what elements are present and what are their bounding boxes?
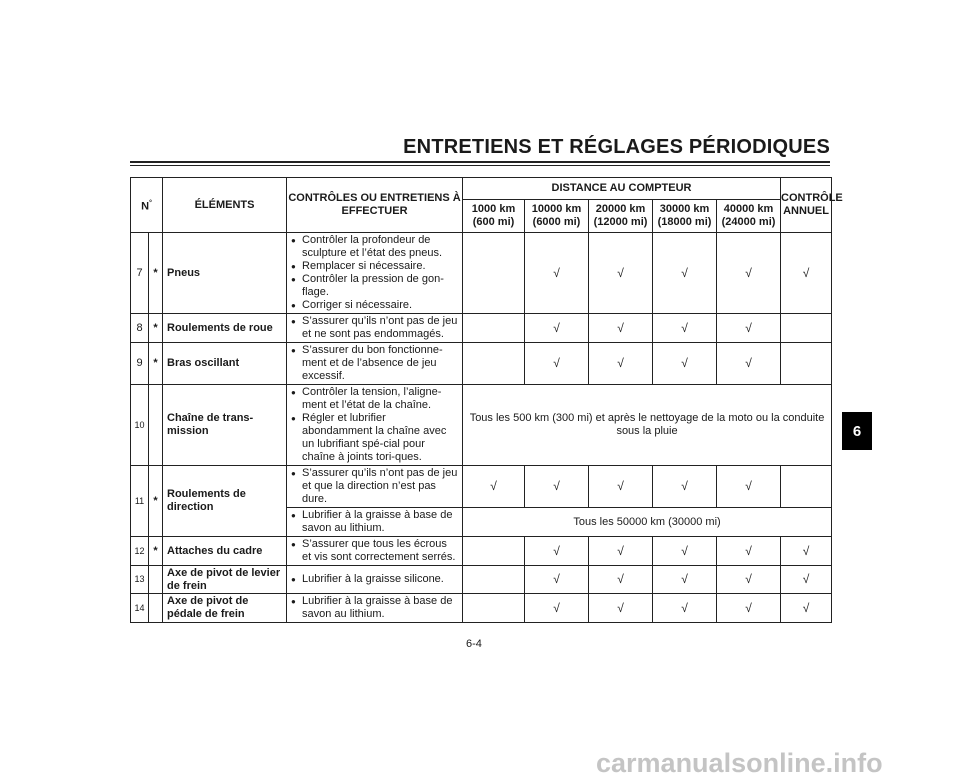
action-item: ● Contrôler la profondeur de sculpture et l’état des pneus. xyxy=(291,234,459,260)
page-title: ENTRETIENS ET RÉGLAGES PÉRIODIQUES xyxy=(403,136,830,158)
table-row xyxy=(131,314,832,343)
check-cell: √ xyxy=(781,566,832,594)
check-cell: √ xyxy=(717,537,781,566)
table-row xyxy=(131,537,832,566)
page-number: 6-4 xyxy=(466,638,482,650)
check-cell: √ xyxy=(589,314,653,343)
row-actions xyxy=(287,385,463,466)
header-num: N° xyxy=(131,178,163,233)
header-interval: 30000 km (18000 mi) xyxy=(653,200,717,233)
check-cell: √ xyxy=(525,466,589,508)
star-mark: * xyxy=(149,343,163,385)
check-cell xyxy=(463,594,525,623)
row-actions xyxy=(287,537,463,566)
check-cell: √ xyxy=(653,314,717,343)
check-cell xyxy=(463,343,525,385)
action-item: ● S’assurer que tous les écrous et vis sont correctement serrés. xyxy=(291,538,459,564)
action-item: ● S’assurer qu’ils n’ont pas de jeu et ne sont pas endommagés. xyxy=(291,315,459,341)
check-cell xyxy=(781,314,832,343)
action-item: ● S’assurer qu’ils n’ont pas de jeu et que la direction n’est pas dure. xyxy=(291,467,459,506)
row-actions xyxy=(287,314,463,343)
table-row xyxy=(131,594,832,623)
check-cell: √ xyxy=(525,566,589,594)
row-element: Pneus xyxy=(163,233,287,314)
row-number: 8 xyxy=(131,314,149,343)
header-controls: CONTRÔLES OU ENTRETIENS À EFFECTUER xyxy=(287,178,463,233)
check-cell: √ xyxy=(653,343,717,385)
action-item: ● S’assurer du bon fonctionne-ment et de l’absence de jeu excessif. xyxy=(291,344,459,383)
row-actions xyxy=(287,594,463,623)
check-cell: √ xyxy=(589,594,653,623)
star-mark xyxy=(149,566,163,594)
action-item: ● Contrôler la pression de gon-flage. xyxy=(291,273,459,299)
star-mark xyxy=(149,385,163,466)
row-element: Roulements de roue xyxy=(163,314,287,343)
row-actions xyxy=(287,343,463,385)
row-number: 7 xyxy=(131,233,149,314)
table-row xyxy=(131,466,832,508)
check-cell: √ xyxy=(717,343,781,385)
check-cell: √ xyxy=(717,594,781,623)
check-cell xyxy=(781,343,832,385)
header-distance: DISTANCE AU COMPTEUR xyxy=(463,178,781,200)
check-cell: √ xyxy=(717,566,781,594)
row-element: Attaches du cadre xyxy=(163,537,287,566)
check-cell: √ xyxy=(525,343,589,385)
check-cell: √ xyxy=(589,233,653,314)
action-item: ● Corriger si nécessaire. xyxy=(291,299,459,312)
check-cell: √ xyxy=(653,466,717,508)
table-row xyxy=(131,566,832,594)
star-mark: * xyxy=(149,233,163,314)
row-number: 13 xyxy=(131,566,149,594)
watermark: carmanualsonline.info xyxy=(596,748,883,778)
check-cell: √ xyxy=(589,466,653,508)
row-element: Axe de pivot de pédale de frein xyxy=(163,594,287,623)
check-cell xyxy=(463,537,525,566)
check-cell: √ xyxy=(717,233,781,314)
check-cell: √ xyxy=(781,233,832,314)
row-element: Chaîne de trans-mission xyxy=(163,385,287,466)
check-cell xyxy=(463,314,525,343)
check-cell: √ xyxy=(463,466,525,508)
action-item: ● Remplacer si nécessaire. xyxy=(291,260,459,273)
check-cell xyxy=(463,233,525,314)
row-number: 14 xyxy=(131,594,149,623)
interval-note: Tous les 500 km (300 mi) et après le nettoyage de la moto ou la conduite sous la pluie xyxy=(463,385,832,466)
header-annual: CONTRÔLE ANNUEL xyxy=(781,178,832,233)
check-cell: √ xyxy=(717,466,781,508)
row-actions xyxy=(287,233,463,314)
row-actions xyxy=(287,508,463,537)
header-interval: 10000 km (6000 mi) xyxy=(525,200,589,233)
check-cell: √ xyxy=(653,594,717,623)
header-interval: 40000 km (24000 mi) xyxy=(717,200,781,233)
action-item: ● Régler et lubrifier abondamment la chaîne avec un lubrifiant spé-cial pour chaîne à joints tori-ques. xyxy=(291,412,459,464)
row-element: Axe de pivot de levier de frein xyxy=(163,566,287,594)
action-item: ● Lubrifier à la graisse silicone. xyxy=(291,573,459,586)
star-mark xyxy=(149,594,163,623)
title-rule-thin xyxy=(130,165,830,166)
check-cell: √ xyxy=(589,537,653,566)
action-item: ● Lubrifier à la graisse à base de savon au lithium. xyxy=(291,509,459,535)
check-cell: √ xyxy=(781,537,832,566)
check-cell: √ xyxy=(717,314,781,343)
row-number: 10 xyxy=(131,385,149,466)
action-item: ● Contrôler la tension, l’aligne-ment et l’état de la chaîne. xyxy=(291,386,459,412)
row-element: Roulements de direction xyxy=(163,466,287,537)
check-cell: √ xyxy=(525,594,589,623)
check-cell: √ xyxy=(653,233,717,314)
check-cell: √ xyxy=(653,566,717,594)
check-cell: √ xyxy=(525,233,589,314)
header-interval: 20000 km (12000 mi) xyxy=(589,200,653,233)
header-elements: ÉLÉMENTS xyxy=(163,178,287,233)
interval-note: Tous les 50000 km (30000 mi) xyxy=(463,508,832,537)
chapter-tab: 6 xyxy=(842,412,872,450)
row-element: Bras oscillant xyxy=(163,343,287,385)
check-cell: √ xyxy=(525,314,589,343)
row-number: 12 xyxy=(131,537,149,566)
check-cell: √ xyxy=(589,566,653,594)
maintenance-table xyxy=(130,177,843,623)
table-row xyxy=(131,343,832,385)
star-mark: * xyxy=(149,466,163,537)
row-number: 9 xyxy=(131,343,149,385)
row-actions xyxy=(287,566,463,594)
check-cell: √ xyxy=(589,343,653,385)
action-item: ● Lubrifier à la graisse à base de savon au lithium. xyxy=(291,595,459,621)
check-cell xyxy=(463,566,525,594)
table-row xyxy=(131,385,832,466)
check-cell: √ xyxy=(653,537,717,566)
table-row xyxy=(131,233,832,314)
header-interval: 1000 km (600 mi) xyxy=(463,200,525,233)
star-mark: * xyxy=(149,537,163,566)
star-mark: * xyxy=(149,314,163,343)
check-cell xyxy=(781,466,832,508)
row-actions xyxy=(287,466,463,508)
check-cell: √ xyxy=(525,537,589,566)
title-rule xyxy=(130,161,830,163)
row-number: 11 xyxy=(131,466,149,537)
check-cell: √ xyxy=(781,594,832,623)
